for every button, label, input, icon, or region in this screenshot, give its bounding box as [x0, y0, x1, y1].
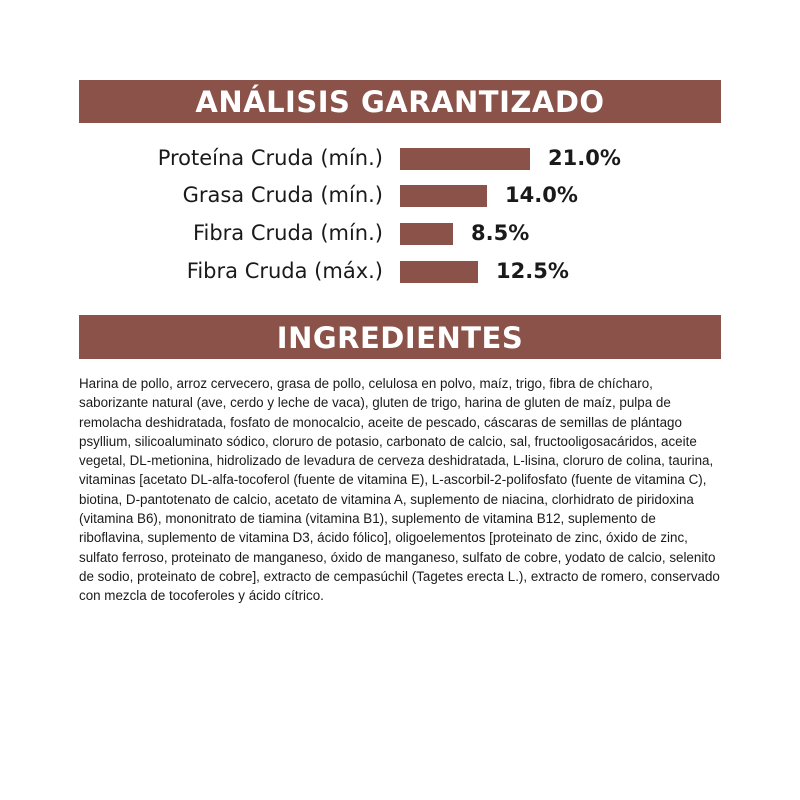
- nutrient-label: Proteína Cruda (mín.): [157, 146, 383, 170]
- nutrient-value: 21.0%: [548, 146, 621, 170]
- nutrient-row-fat: [79, 180, 721, 210]
- ingredients-text: Harina de pollo, arroz cervecero, grasa de pollo, celulosa en polvo, maíz, trigo, fibra de chícharo, saborizante natural (ave, cerdo y leche de vaca), gluten de trigo, harina de gluten de maíz, pulpa de remolacha deshidratada, fosfato de monocalcio, aceite de pescado, cáscaras de semillas de plántago psyllium, silicoaluminato sódico, cloruro de potasio, carbonato de calcio, sal, fructooligosacáridos, aceite vegetal, DL-metionina, hidrolizado de levadura de cerveza deshidratada, L-lisina, cloruro de colina, taurina, vitaminas [acetato DL-alfa-tocoferol (fuente de vitamina E), L-ascorbil-2-polifosfato (fuente de vitamina C), biotina, D-pantotenato de calcio, acetato de vitamina A, suplemento de niacina, clorhidrato de piridoxina (vitamina B6), mononitrato de tiamina (vitamina B1), suplemento de vitamina B12, suplemento de riboflavina, suplemento de vitamina D3, ácido fólico], oligoelementos [proteinato de zinc, óxido de zinc, sulfato ferroso, proteinato de manganeso, óxido de manganeso, sulfato de cobre, yodato de calcio, selenito de sodio, proteinato de cobre], extracto de cempasúchil (Tagetes erecta L.), extracto de romero, conservado con mezcla de tocoferoles y ácido cítrico.: [79, 376, 720, 604]
- nutrient-label: Fibra Cruda (mín.): [192, 221, 383, 245]
- nutrient-bar: [400, 148, 530, 170]
- nutrient-label: Fibra Cruda (máx.): [186, 259, 383, 283]
- nutrient-row-fiber-min: [79, 218, 721, 248]
- nutrient-row-protein: [79, 143, 721, 173]
- analysis-title: ANÁLISIS GARANTIZADO: [195, 85, 605, 119]
- analysis-header: [79, 80, 721, 123]
- nutrient-bar: [400, 261, 478, 283]
- nutrient-value: 14.0%: [505, 183, 578, 207]
- nutrient-label: Grasa Cruda (mín.): [182, 183, 383, 207]
- nutrient-bar: [400, 185, 487, 207]
- nutrient-value: 8.5%: [471, 221, 530, 245]
- ingredients-title: INGREDIENTES: [276, 321, 524, 355]
- nutrient-bar: [400, 223, 453, 245]
- nutrient-value: 12.5%: [496, 259, 569, 283]
- ingredients-header: [79, 315, 721, 359]
- nutrient-row-fiber-max: [79, 256, 721, 286]
